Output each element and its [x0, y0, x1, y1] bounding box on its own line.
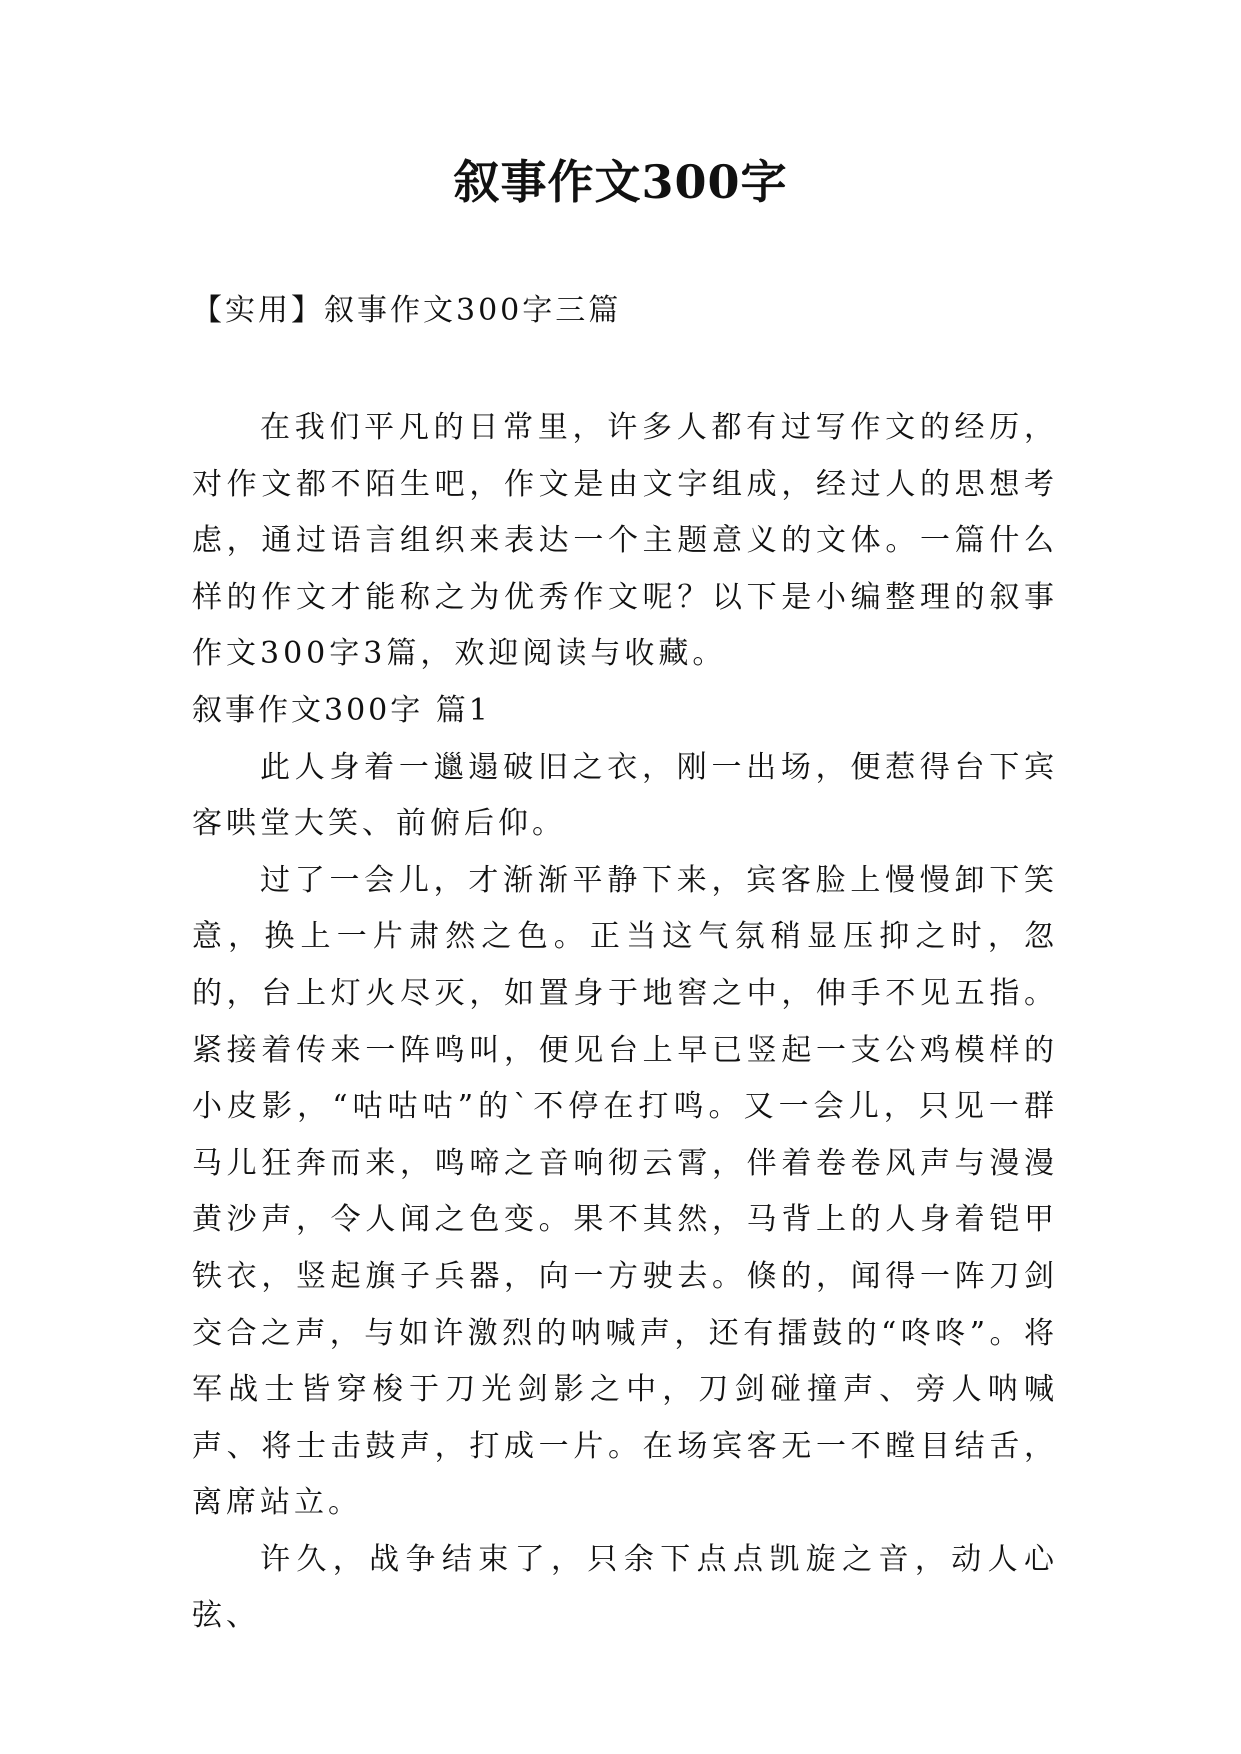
- document-body: [192, 400, 1058, 1645]
- body-paragraph: 过了一会儿，才渐渐平静下来，宾客脸上慢慢卸下笑意，换上一片肃然之色。正当这气氛稍显压抑之时，忽的，台上灯火尽灭，如置身于地窖之中，伸手不见五指。紧接着传来一阵鸣叫，便见台上早已竖起一支公鸡模样的小皮影，“咕咕咕”的`不停在打鸣。又一会儿，只见一群马儿狂奔而来，鸣啼之音响彻云霄，伴着卷卷风声与漫漫黄沙声，令人闻之色变。果不其然，马背上的人身着铠甲铁衣，竖起旗子兵器，向一方驶去。倏的，闻得一阵刀剑交合之声，与如许激烈的呐喊声，还有擂鼓的“咚咚”。将军战士皆穿梭于刀光剑影之中，刀剑碰撞声、旁人呐喊声、将士击鼓声，打成一片。在场宾客无一不瞠目结舌，离席站立。: [192, 862, 1058, 1521]
- intro-paragraph: 在我们平凡的日常里，许多人都有过写作文的经历，对作文都不陌生吧，作文是由文字组成，经过人的思想考虑，通过语言组织来表达一个主题意义的文体。一篇什么样的作文才能称之为优秀作文呢？以下是小编整理的叙事作文300字3篇，欢迎阅读与收藏。: [192, 410, 1058, 672]
- document-title: 叙事作文300字: [453, 155, 788, 209]
- body-paragraph: 许久，战争结束了，只余下点点凯旋之音，动人心弦、: [192, 1541, 1058, 1634]
- body-paragraph: 此人身着一邋遢破旧之衣，刚一出场，便惹得台下宾客哄堂大笑、前俯后仰。: [192, 749, 1058, 842]
- section-heading: 叙事作文300字 篇1: [192, 692, 491, 728]
- document-subtitle: 【实用】叙事作文300字三篇: [192, 293, 622, 328]
